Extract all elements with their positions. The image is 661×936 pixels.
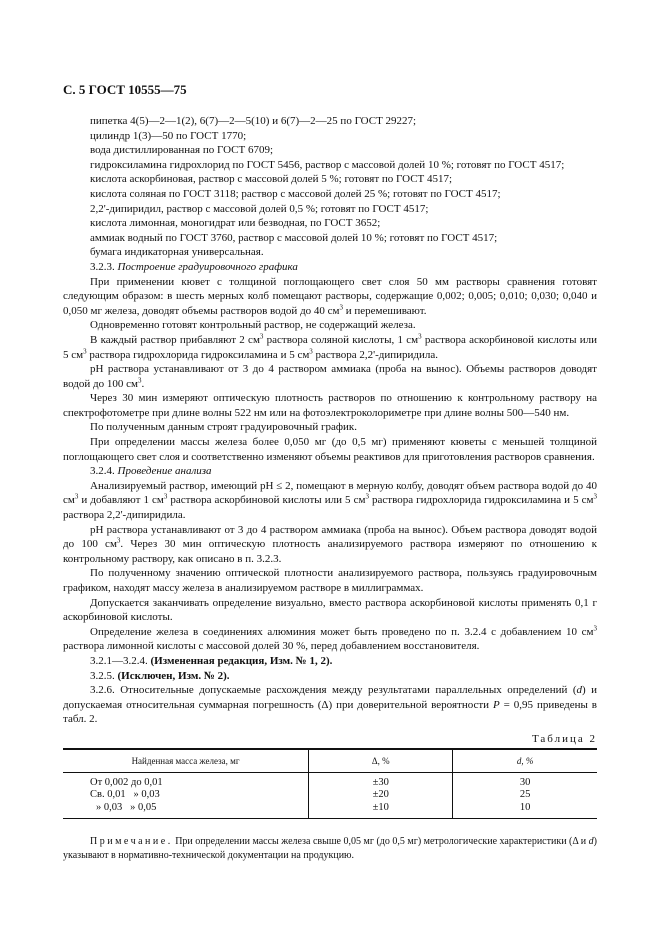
amendment-note bbox=[63, 654, 597, 669]
paragraph bbox=[63, 479, 597, 523]
paragraph bbox=[63, 683, 597, 727]
superscript: 3 bbox=[83, 346, 87, 355]
symbol-p: P bbox=[493, 698, 500, 711]
list-item: кислота соляная по ГОСТ 3118; раствор с массовой долей 25 %; готовят по ГОСТ 4517; bbox=[90, 187, 501, 200]
list-item: цилиндр 1(3)—50 по ГОСТ 1770; bbox=[90, 129, 247, 142]
text: раствора лимонной кислоты с массовой долей 30 %, перед добавлением восстановителя. bbox=[63, 640, 480, 653]
section-heading-3-2-4 bbox=[63, 464, 597, 479]
paragraph: Через 30 мин измеряют оптическую плотность растворов по отношению к контрольному раствору на спектрофотометре при длине волны 522 нм или на фотоэлектроколориметре при длине волны 500—540 нм. bbox=[63, 392, 597, 419]
text: pH раствора устанавливают от 3 до 4 раствором аммиака (проба на вынос). Объем раствора доводят водой до 100 см bbox=[63, 523, 597, 551]
table-row bbox=[63, 802, 597, 819]
text: Определение железа в соединениях алюминия может быть проведено по п. 3.2.4 с добавлением 10 см bbox=[90, 625, 594, 638]
table-note bbox=[63, 835, 597, 863]
table-cell: ±20 bbox=[309, 789, 453, 802]
list-item: кислота лимонная, моногидрат или безводная, по ГОСТ 3652; bbox=[90, 217, 381, 230]
list-item: кислота аскорбиновая, раствор с массовой долей 5 %; готовят по ГОСТ 4517; bbox=[90, 173, 453, 186]
text: и перемешивают. bbox=[343, 304, 427, 317]
table-caption: Таблица 2 bbox=[531, 732, 597, 745]
section-heading-3-2-3 bbox=[63, 260, 597, 275]
column-header-delta: Δ, % bbox=[309, 749, 453, 773]
superscript: 3 bbox=[593, 624, 597, 633]
paragraph: Одновременно готовят контрольный раствор, не содержащий железа. bbox=[90, 319, 416, 332]
table-cell: ±30 bbox=[309, 772, 453, 789]
superscript: 3 bbox=[593, 492, 597, 501]
text: В каждый раствор прибавляют 2 см bbox=[90, 333, 260, 346]
superscript: 3 bbox=[339, 303, 344, 312]
list-item: аммиак водный по ГОСТ 3760, раствор с массовой долей 10 %; готовят по ГОСТ 4517; bbox=[90, 231, 498, 244]
note-label: Примечание. bbox=[90, 836, 173, 848]
section-title: Проведение анализа bbox=[117, 465, 212, 478]
list-item: бумага индикаторная универсальная. bbox=[90, 246, 264, 259]
superscript: 3 bbox=[116, 536, 121, 545]
amendment-label: (Исключен, Изм. № 2). bbox=[117, 669, 230, 682]
text: pH раствора устанавливают от 3 до 4 раствором аммиака (проба на вынос). Объемы растворов доводят водой до 100 см bbox=[63, 363, 597, 390]
list-item: гидроксиламина гидрохлорид по ГОСТ 5456, раствор с массовой долей 10 %; готовят по ГОСТ 4517; bbox=[90, 158, 565, 171]
section-number: 3.2.3. bbox=[90, 260, 118, 273]
section-number: 3.2.4. bbox=[90, 465, 118, 478]
amendment-label: (Измененная редакция, Изм. № 1, 2). bbox=[150, 654, 333, 667]
text: 3.2.1—3.2.4. bbox=[90, 654, 151, 667]
paragraph: Допускается заканчивать определение визуально, вместо раствора аскорбиновой кислоты применять 0,1 г аскорбиновой кислоты. bbox=[63, 596, 597, 624]
table-header-row bbox=[63, 749, 597, 773]
text: При определении массы железа свыше 0,05 мг (до 0,5 мг) метрологические характеристики (Δ и bbox=[172, 836, 589, 848]
section-title: Построение градуировочного графика bbox=[117, 260, 298, 273]
text: . Через 30 мин оптическую плотность анализируемого раствора измеряют по отношению к контрольному раствору, как описано в п. 3.2.3. bbox=[63, 538, 597, 565]
data-table bbox=[63, 748, 597, 820]
table-row bbox=[63, 772, 597, 789]
paragraph: По полученному значению оптической плотности анализируемого раствора, пользуясь градуировочным графиком, находят массу железа в анализируемом растворе в миллиграммах. bbox=[63, 567, 597, 594]
amendment-note bbox=[63, 669, 597, 684]
table-cell: От 0,002 до 0,01 bbox=[90, 776, 163, 788]
list-item: 2,2'-дипиридил, раствор с массовой долей 0,5 %; готовят по ГОСТ 4517; bbox=[90, 202, 429, 215]
symbol-d: d bbox=[588, 836, 594, 848]
paragraph bbox=[63, 625, 597, 654]
table-cell: ±10 bbox=[309, 802, 453, 819]
paragraph bbox=[63, 333, 597, 362]
text: раствора 2,2'-дипиридила. bbox=[312, 348, 439, 361]
superscript: 3 bbox=[74, 492, 79, 501]
text: раствора 2,2'-дипиридила. bbox=[63, 509, 186, 522]
paragraph: По полученным данным строят градуировочный график. bbox=[90, 421, 357, 434]
paragraph bbox=[63, 275, 597, 319]
superscript: 3 bbox=[365, 492, 369, 501]
table-cell: 30 bbox=[453, 772, 597, 789]
page-header: С. 5 ГОСТ 10555—75 bbox=[63, 82, 187, 97]
text: раствора гидрохлорида гидроксиламина и 5 см bbox=[368, 494, 594, 507]
paragraph: При определении массы железа более 0,050 мг (до 0,5 мг) применяют кюветы с меньшей толщиной поглощающего свет слоя и соответственно изменяют объемы реактивов для приготовления растворов сравнения. bbox=[63, 436, 597, 463]
superscript: 3 bbox=[137, 376, 142, 385]
text: и добавляют 1 см bbox=[78, 494, 164, 507]
table-row bbox=[63, 789, 597, 802]
table-cell: 10 bbox=[453, 802, 597, 819]
list-item: пипетка 4(5)—2—1(2), 6(7)—2—5(10) и 6(7)—2—25 по ГОСТ 29227; bbox=[90, 115, 417, 127]
column-header-d: d, % bbox=[453, 749, 597, 773]
table-cell: » 0,03 » 0,05 bbox=[96, 801, 157, 813]
document-page bbox=[63, 82, 597, 873]
table-cell: Св. 0,01 » 0,03 bbox=[90, 789, 160, 801]
paragraph bbox=[63, 362, 597, 391]
superscript: 3 bbox=[309, 346, 313, 355]
symbol-d: d bbox=[576, 684, 582, 697]
text: раствора аскорбиновой кислоты или 5 см bbox=[63, 333, 597, 361]
table-cell: 25 bbox=[453, 789, 597, 802]
paragraph bbox=[63, 523, 597, 567]
text: ) и допускаемая относительная суммарная погрешность (Δ) при доверительной вероятности bbox=[63, 684, 597, 711]
text: ) указывают в нормативно-технической документации на продукцию. bbox=[63, 836, 597, 862]
list-item: вода дистиллированная по ГОСТ 6709; bbox=[90, 144, 274, 157]
column-header-mass: Найденная масса железа, мг bbox=[63, 749, 309, 773]
text: 3.2.5. bbox=[90, 669, 118, 682]
text: раствора аскорбиновой кислоты или 5 см bbox=[167, 494, 366, 507]
superscript: 3 bbox=[418, 332, 422, 341]
text: . bbox=[141, 377, 145, 390]
text: раствора соляной кислоты, 1 см bbox=[263, 333, 419, 346]
text: 3.2.6. Относительные допускаемые расхождения между результатами параллельных определений ( bbox=[90, 684, 577, 697]
superscript: 3 bbox=[163, 492, 168, 501]
text: = 0,95 приведены в табл. 2. bbox=[63, 698, 597, 726]
superscript: 3 bbox=[259, 332, 264, 341]
text: При применении кювет с толщиной поглощающего свет слоя 50 мм растворы сравнения готовят следующим образом: в шесть мерных колб помещают растворы, содержащие 0,002; 0,005; 0,010; 0,030; 0,040 и 0,050 мг железа, доводят объемы растворов водой до 40 см bbox=[63, 275, 597, 317]
text: раствора гидрохлорида гидроксиламина и 5 см bbox=[86, 348, 310, 361]
text: Анализируемый раствор, имеющий pH ≤ 2, помещают в мерную колбу, доводят объем раствора водой до 40 см bbox=[63, 479, 597, 507]
